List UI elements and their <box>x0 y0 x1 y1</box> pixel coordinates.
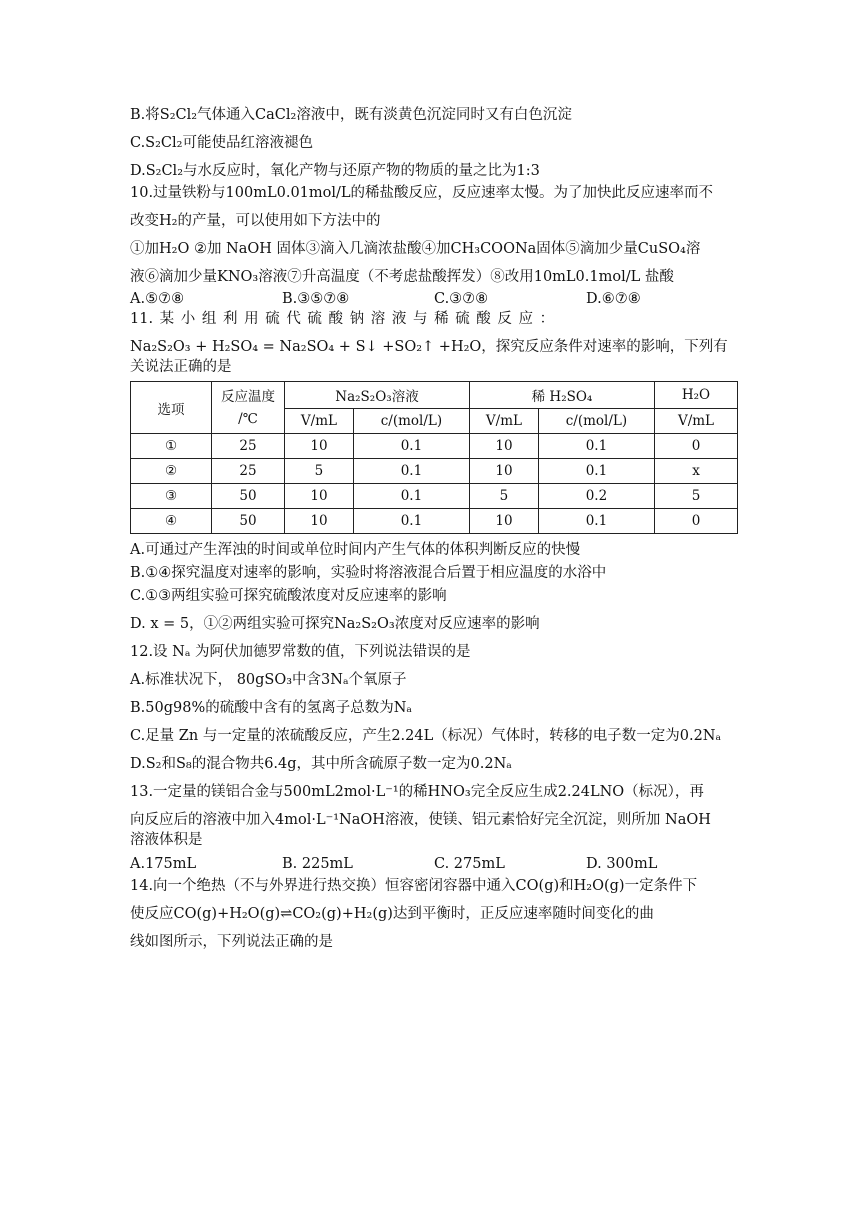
table-row <box>131 484 738 509</box>
table-cell: 5 <box>655 484 738 509</box>
table-cell: 0.1 <box>353 459 469 484</box>
table-cell: 0.1 <box>353 509 469 534</box>
table-subheader: c/(mol/L) <box>538 409 654 434</box>
table-header-na2s2o3: Na₂S₂O₃溶液 <box>285 382 470 409</box>
table-cell: 25 <box>212 434 285 459</box>
table-cell: 10 <box>469 509 538 534</box>
q11-option-d: D. x = 5，①②两组实验可探究Na₂S₂O₃浓度对反应速率的影响 <box>130 616 540 632</box>
table-cell: 0.1 <box>353 484 469 509</box>
table-cell: 0.1 <box>353 434 469 459</box>
q13-option-d: D. 300mL <box>586 856 658 872</box>
q9-option-d: D.S₂Cl₂与水反应时，氧化产物与还原产物的物质的量之比为1:3 <box>130 163 540 179</box>
q10-option-a: A.⑤⑦⑧ <box>130 291 185 307</box>
q11-stem-2: Na₂S₂O₃ + H₂SO₄ = Na₂SO₄ + S↓ +SO₂↑ +H₂O，探究反应条件对速率的影响，下列有 <box>130 339 728 355</box>
q12-stem: 12.设 Nₐ 为阿伏加德罗常数的值，下列说法错误的是 <box>130 644 471 660</box>
q13-stem-2: 向反应后的溶液中加入4mol·L⁻¹NaOH溶液，使镁、铝元素恰好完全沉淀，则所加 NaOH <box>130 812 711 828</box>
table-header-h2o: H₂O <box>655 382 738 409</box>
table-header-option: 选项 <box>131 382 212 434</box>
q13-options <box>130 854 738 874</box>
q10-option-b: B.③⑤⑦⑧ <box>282 291 350 307</box>
exam-page <box>130 100 738 952</box>
table-cell: ③ <box>131 484 212 509</box>
table-cell: 0.2 <box>538 484 654 509</box>
q10-option-c: C.③⑦⑧ <box>434 291 489 307</box>
table-row <box>131 509 738 534</box>
q10-items-2: 液⑥滴加少量KNO₃溶液⑦升高温度（不考虑盐酸挥发）⑧改用10mL0.1mol/L 盐酸 <box>130 269 674 285</box>
q11-table <box>130 381 738 534</box>
q13-option-a: A.175mL <box>130 856 197 872</box>
table-header-h2so4: 稀 H₂SO₄ <box>469 382 654 409</box>
table-subheader: c/(mol/L) <box>353 409 469 434</box>
table-cell: 10 <box>285 484 354 509</box>
table-cell: ① <box>131 434 212 459</box>
q11-stem-1: 11. 某 小 组 利 用 硫 代 硫 酸 钠 溶 液 与 稀 硫 酸 反 应 ： <box>130 311 555 327</box>
table-cell: 25 <box>212 459 285 484</box>
table-cell: 10 <box>469 434 538 459</box>
q10-stem-2: 改变H₂的产量，可以使用如下方法中的 <box>130 213 381 229</box>
q9-option-b: B.将S₂Cl₂气体通入CaCl₂溶液中，既有淡黄色沉淀同时又有白色沉淀 <box>130 107 572 123</box>
q13-option-b: B. 225mL <box>282 856 353 872</box>
table-cell: 5 <box>469 484 538 509</box>
q9-option-c: C.S₂Cl₂可能使品红溶液褪色 <box>130 135 313 151</box>
q12-option-c: C.足量 Zn 与一定量的浓硫酸反应，产生2.24L（标况）气体时，转移的电子数一定为0.2Nₐ <box>130 728 722 744</box>
q12-option-a: A.标准状况下， 80gSO₃中含3Nₐ个氧原子 <box>130 672 407 688</box>
table-cell: ④ <box>131 509 212 534</box>
table-cell: 0.1 <box>538 509 654 534</box>
q14-stem-2: 使反应CO(g)+H₂O(g)⇌CO₂(g)+H₂(g)达到平衡时，正反应速率随时间变化的曲 <box>130 906 654 922</box>
table-cell: 5 <box>285 459 354 484</box>
q12-option-d: D.S₂和S₈的混合物共6.4g，其中所含硫原子数一定为0.2Nₐ <box>130 756 512 772</box>
table-header-temp-line1: 反应温度 <box>221 388 275 405</box>
table-subheader: V/mL <box>285 409 354 434</box>
table-cell: 0.1 <box>538 459 654 484</box>
q13-stem-1: 13.一定量的镁铝合金与500mL2mol·L⁻¹的稀HNO₃完全反应生成2.24LNO（标况），再 <box>130 784 704 800</box>
table-row <box>131 459 738 484</box>
q12-option-b: B.50g98%的硫酸中含有的氢离子总数为Nₐ <box>130 700 413 716</box>
q10-items-1: ①加H₂O ②加 NaOH 固体③滴入几滴浓盐酸④加CH₃COONa固体⑤滴加少量CuSO₄溶 <box>130 241 701 257</box>
q10-stem-1: 10.过量铁粉与100mL0.01mol/L的稀盐酸反应，反应速率太慢。为了加快此反应速率而不 <box>130 185 714 201</box>
table-cell: ② <box>131 459 212 484</box>
table-subheader: V/mL <box>469 409 538 434</box>
table-cell: 50 <box>212 509 285 534</box>
q11-option-b: B.①④探究温度对速率的影响，实验时将溶液混合后置于相应温度的水浴中 <box>130 565 607 581</box>
q13-option-c: C. 275mL <box>434 856 505 872</box>
q10-option-d: D.⑥⑦⑧ <box>586 291 641 307</box>
q11-stem-3: 关说法正确的是 <box>130 359 232 375</box>
table-cell: 0 <box>655 434 738 459</box>
q11-option-a: A.可通过产生浑浊的时间或单位时间内产生气体的体积判断反应的快慢 <box>130 542 581 558</box>
table-cell: 10 <box>469 459 538 484</box>
table-subheader: V/mL <box>655 409 738 434</box>
table-header-temp <box>212 382 285 434</box>
table-cell: x <box>655 459 738 484</box>
table-cell: 10 <box>285 434 354 459</box>
table-row <box>131 434 738 459</box>
q13-stem-3: 溶液体积是 <box>130 832 203 848</box>
q14-stem-3: 线如图所示，下列说法正确的是 <box>130 934 333 950</box>
q11-option-c: C.①③两组实验可探究硫酸浓度对反应速率的影响 <box>130 588 447 604</box>
table-cell: 50 <box>212 484 285 509</box>
table-cell: 10 <box>285 509 354 534</box>
table-header-temp-line2: /℃ <box>238 410 258 427</box>
q10-options <box>130 289 738 309</box>
table-cell: 0 <box>655 509 738 534</box>
q14-stem-1: 14.向一个绝热（不与外界进行热交换）恒容密闭容器中通入CO(g)和H₂O(g)一定条件下 <box>130 878 698 894</box>
table-cell: 0.1 <box>538 434 654 459</box>
